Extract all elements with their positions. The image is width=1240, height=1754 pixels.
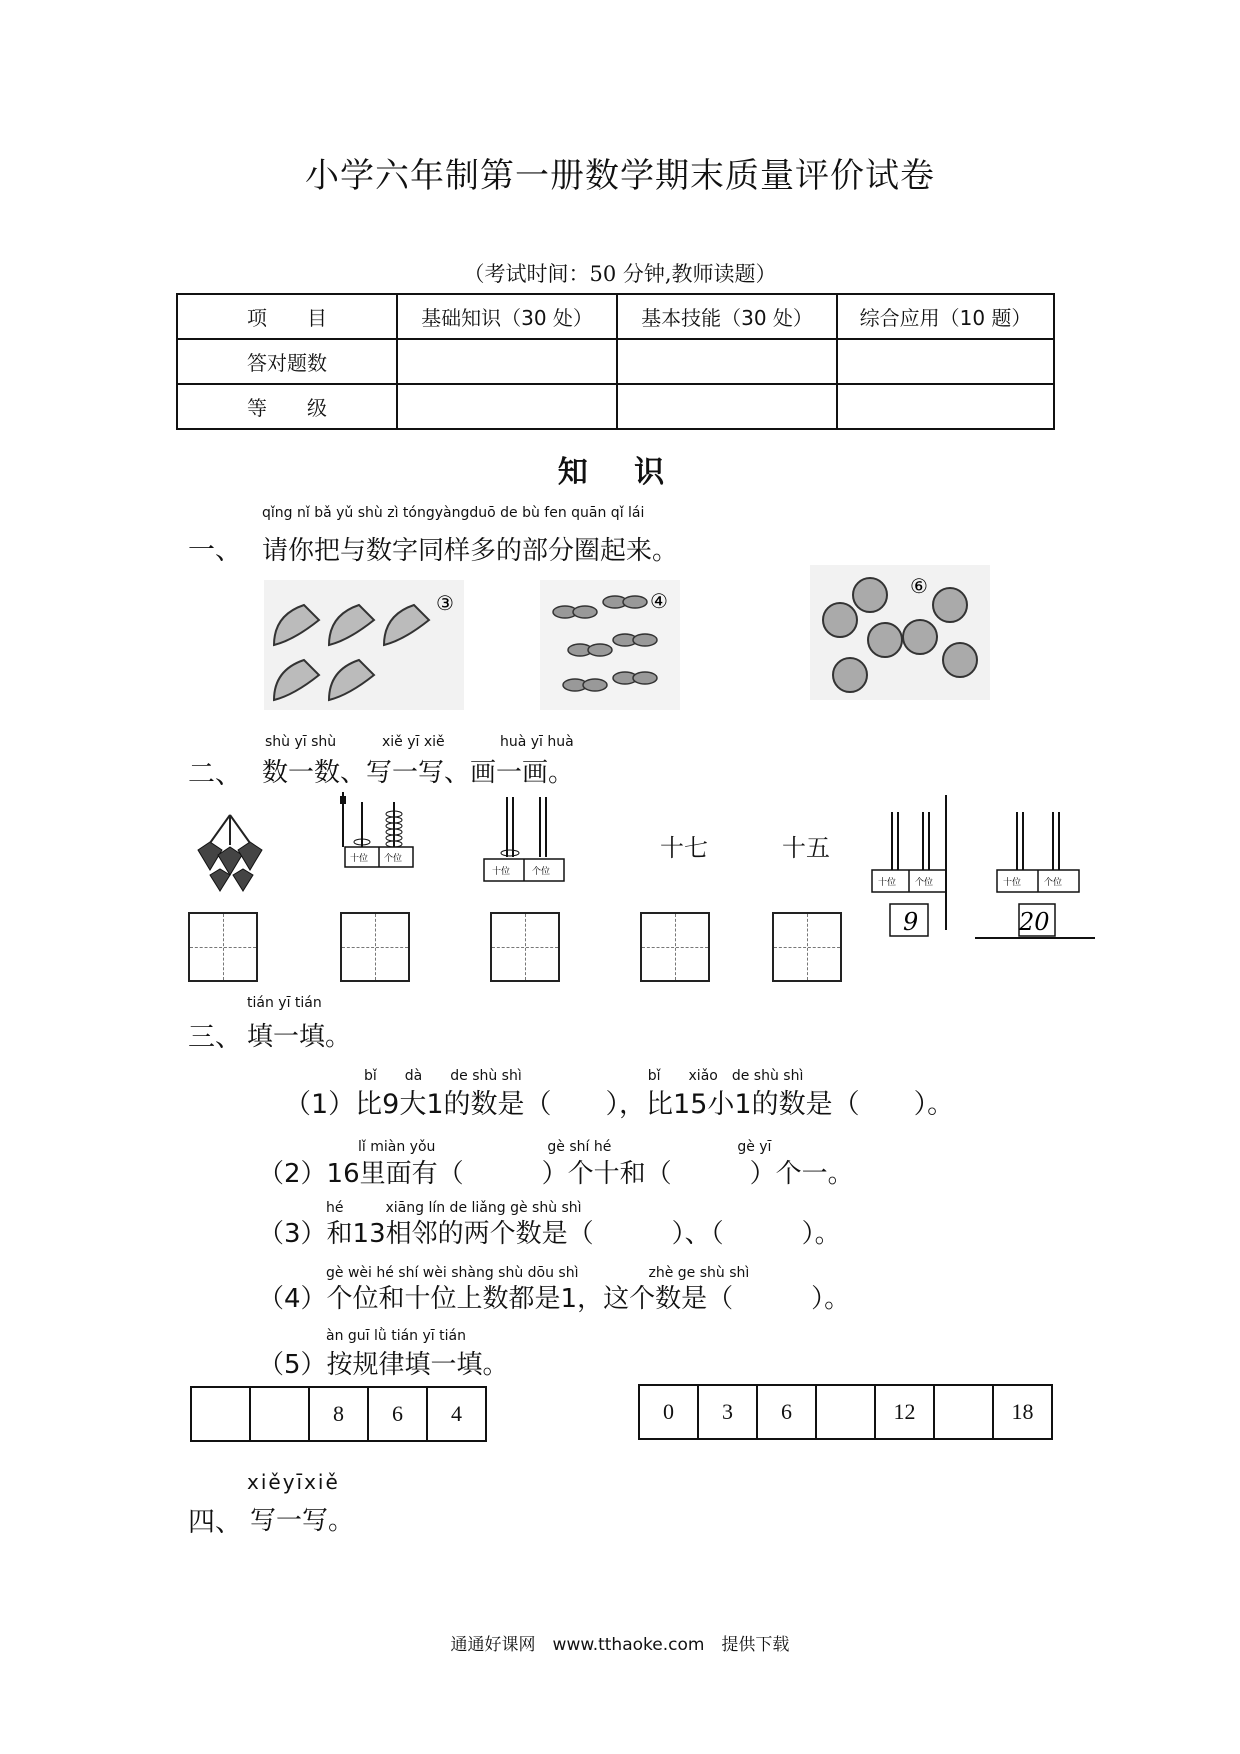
writing-grid[interactable] (340, 912, 410, 982)
sequence-cell: 8 (309, 1387, 368, 1441)
strawberries-picture (188, 805, 278, 895)
abacus-label: 个位 (915, 878, 934, 888)
q2-pinyin-2: xiě yī xiě (382, 734, 445, 750)
q3-item-pinyin: àn guī lǜ tián yī tián (326, 1328, 466, 1344)
q2-pinyin-3: huà yī huà (500, 734, 574, 750)
abacus-label: 十位 (1003, 878, 1022, 888)
q3-pinyin: tián yī tián (247, 995, 322, 1011)
divider (945, 795, 947, 930)
q3-number: 三、 (188, 1022, 242, 1053)
table-cell[interactable] (397, 384, 617, 429)
exam-title: 小学六年制第一册数学期末质量评价试卷 (305, 156, 935, 196)
q3-item-pinyin: bǐ dà de shù shì bǐ xiǎo de shù shì (364, 1068, 804, 1084)
q2-pinyin-1: shù yī shù (265, 734, 337, 750)
abacus-label: 个位 (1044, 878, 1063, 888)
sequence-table-b (638, 1384, 1053, 1440)
q3-item-pinyin: gè wèi hé shí wèi shàng shù dōu shì zhè ge shù shì (326, 1265, 750, 1281)
q3-item: （5）按规律填一填。 (258, 1350, 509, 1380)
sequence-cell: 4 (427, 1387, 486, 1441)
abacus-label: 个位 (532, 867, 551, 877)
table-cell[interactable] (617, 339, 837, 384)
table-cell[interactable] (837, 384, 1054, 429)
sequence-cell: 12 (875, 1385, 934, 1439)
number-word: 十五 (782, 834, 830, 862)
figure-number: ③ (436, 591, 454, 615)
q3-item: （1）比9大1的数是（ ），比15小1的数是（ ）。 (284, 1089, 955, 1120)
writing-grid[interactable] (640, 912, 710, 982)
sequence-cell[interactable] (191, 1387, 250, 1441)
abacus-label: 个位 (384, 854, 403, 864)
q3-item: （2）16里面有（ ）个十和（ ）个一。 (258, 1159, 854, 1189)
writing-grid[interactable] (490, 912, 560, 982)
table-cell: 基础知识（30 处） (397, 294, 617, 339)
peppers-picture (264, 580, 464, 710)
table-cell[interactable] (837, 339, 1054, 384)
table-cell: 等 级 (177, 384, 397, 429)
table-cell: 项 目 (177, 294, 397, 339)
q1-number: 一、 (188, 535, 242, 566)
q4-text: 写一写。 (250, 1506, 355, 1536)
table-row (177, 339, 1054, 384)
q1-text: 请你把与数字同样多的部分圈起来。 (262, 536, 679, 566)
abacus (870, 810, 950, 945)
q4-pinyin: xiěyīxiě (247, 1470, 340, 1494)
q1-pinyin: qǐng nǐ bǎ yǔ shù zì tóngyàngduō de bù fen quān qǐ lái (262, 505, 645, 521)
abacus-label: 十位 (878, 878, 897, 888)
q2-text: 数一数、写一写、画一画。 (262, 758, 575, 788)
abacus (975, 810, 1095, 945)
table-cell[interactable] (397, 339, 617, 384)
q2-number: 二、 (188, 759, 242, 790)
q3-item-pinyin: hé xiāng lín de liǎng gè shù shì (326, 1200, 582, 1216)
sequence-cell[interactable] (250, 1387, 309, 1441)
tomatoes-picture (810, 565, 990, 700)
exam-subtitle: （考试时间：50 分钟,教师读题） (463, 262, 777, 286)
written-number: 20 (1019, 908, 1050, 936)
q3-item-pinyin: lǐ miàn yǒu gè shí hé gè yī (358, 1139, 772, 1155)
sequence-cell[interactable] (816, 1385, 875, 1439)
q3-item: （4）个位和十位上数都是1，这个数是（ ）。 (258, 1284, 851, 1314)
table-row (177, 384, 1054, 429)
table-cell: 答对题数 (177, 339, 397, 384)
table-cell: 基本技能（30 处） (617, 294, 837, 339)
table-row (177, 294, 1054, 339)
abacus (482, 795, 567, 883)
table-cell[interactable] (617, 384, 837, 429)
sequence-cell[interactable] (934, 1385, 993, 1439)
table-cell: 综合应用（10 题） (837, 294, 1054, 339)
sequence-cell: 6 (368, 1387, 427, 1441)
writing-grid[interactable] (188, 912, 258, 982)
abacus-label: 十位 (350, 854, 369, 864)
abacus-label: 十位 (492, 867, 511, 877)
abacus (340, 792, 420, 870)
footer-source: 通通好课网 www.tthaoke.com 提供下载 (450, 1635, 790, 1655)
sequence-cell: 3 (698, 1385, 757, 1439)
sprouts-picture (540, 580, 680, 710)
q3-text: 填一填。 (247, 1022, 352, 1052)
sequence-cell: 18 (993, 1385, 1052, 1439)
sequence-cell: 6 (757, 1385, 816, 1439)
number-word: 十七 (660, 834, 708, 862)
figure-number: ⑥ (910, 574, 928, 598)
q3-item: （3）和13相邻的两个数是（ ）、（ ）。 (258, 1219, 841, 1249)
q4-number: 四、 (188, 1507, 242, 1538)
section-title: 知 识 (557, 455, 683, 490)
figure-number: ④ (650, 589, 668, 613)
score-table (176, 293, 1055, 430)
written-number: 9 (903, 908, 919, 936)
writing-grid[interactable] (772, 912, 842, 982)
sequence-table-a (190, 1386, 487, 1442)
sequence-cell: 0 (639, 1385, 698, 1439)
